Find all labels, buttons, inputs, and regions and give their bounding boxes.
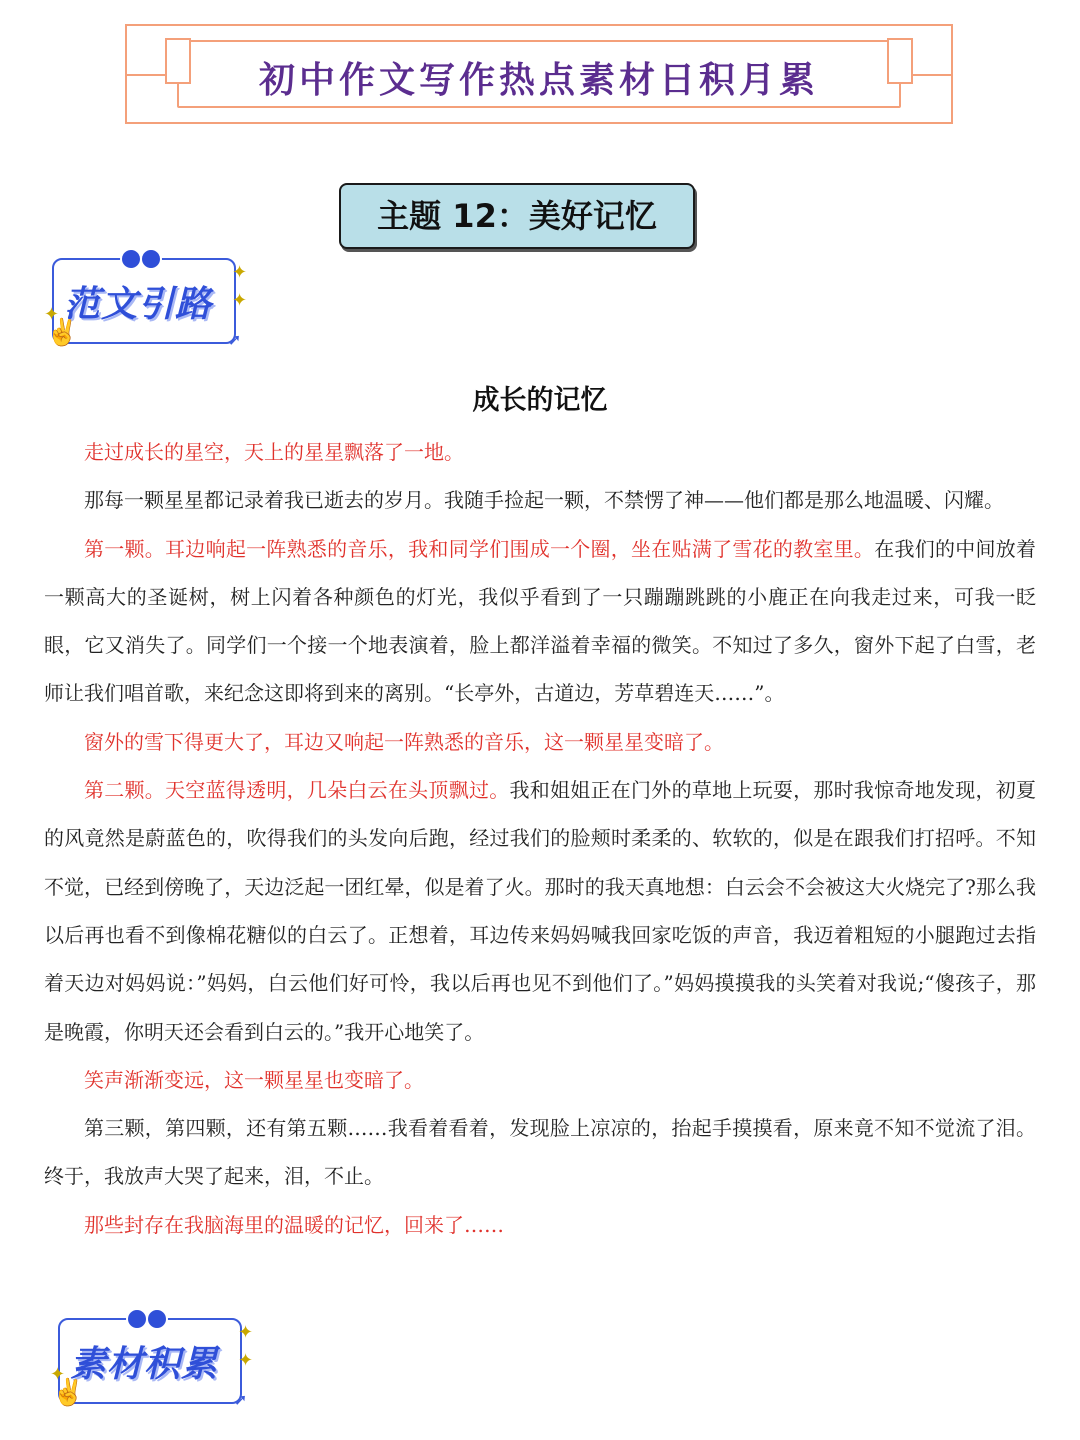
eye-icon — [120, 248, 142, 270]
header-title: 初中作文写作热点素材日积月累 — [258, 60, 819, 101]
essay-paragraph — [44, 766, 1036, 1056]
sparkle-icon: ✦ — [232, 262, 248, 283]
essay-paragraph: 那些封存在我脑海里的温暖的记忆，回来了…… — [84, 1212, 504, 1237]
materials-badge — [52, 1306, 252, 1416]
essay-paragraph: 窗外的雪下得更大了，耳边又响起一阵熟悉的音乐，这一颗星星变暗了。 — [84, 729, 724, 754]
sparkle-icon: ✦ — [238, 1322, 254, 1343]
sparkle-icon: ✦ — [50, 1364, 66, 1385]
highlight-text: 第二颗。天空蓝得透明，几朵白云在头顶飘过。 — [84, 778, 510, 803]
badge-eyes-icon — [124, 1306, 168, 1328]
body-text: 我和姐姐正在门外的草地上玩耍，那时我惊奇地发现，初夏的风竟然是蔚蓝色的，吹得我们的头发向后跑，经过我们的脸颊时柔柔的、软软的，似是在跟我们打招呼。不知不觉，已经到傍晚了，天边泛起一团红晕，似是着了火。那时的我天真地想：白云会不会被这大火烧完了?那么我以后再也看不到像棉花糖似的白云了。正想着，耳边传来妈妈喊我回家吃饭的声音，我迈着粗短的小腿跑过去指着天边对妈妈说：”妈妈，白云他们好可怜，我以后再也见不到他们了。”妈妈摸摸我的头笑着对我说;“傻孩子，那是晚霞，你明天还会看到白云的。”我开心地笑了。 — [44, 778, 1037, 1044]
essay-paragraph — [44, 525, 1036, 718]
hand-icon: ✌ — [46, 318, 79, 348]
essay-paragraph: 笑声渐渐变远，这一颗星星也变暗了。 — [84, 1067, 424, 1092]
sparkle-icon: ✦ — [232, 290, 248, 311]
sparkle-icon: ✦ — [238, 1350, 254, 1371]
eye-icon — [140, 248, 162, 270]
eye-icon — [146, 1308, 168, 1330]
essay-title: 成长的记忆 — [472, 385, 608, 416]
sparkle-icon: ✦ — [44, 304, 60, 325]
eye-icon — [126, 1308, 148, 1330]
badge-eyes-icon — [118, 246, 162, 268]
cursor-icon: ➚ — [228, 330, 242, 349]
essay-body — [44, 428, 1036, 1249]
essay-paragraph: 第三颗，第四颗，还有第五颗……我看着看着，发现脸上凉凉的，抬起手摸摸看，原来竟不知不觉流了泪。终于，我放声大哭了起来，泪，不止。 — [44, 1116, 1036, 1189]
model-essay-badge — [46, 246, 246, 356]
topic-label: 主题 12：美好记忆 — [339, 183, 695, 249]
essay-paragraph: 那每一颗星星都记录着我已逝去的岁月。我随手捡起一颗，不禁愣了神——他们都是那么地温暖、闪耀。 — [84, 488, 1004, 513]
model-essay-label: 范文引路 — [64, 284, 213, 325]
essay-paragraph: 走过成长的星空，天上的星星飘落了一地。 — [84, 440, 464, 464]
materials-label: 素材积累 — [70, 1344, 219, 1385]
header-banner — [125, 24, 953, 124]
cursor-icon: ➚ — [234, 1390, 248, 1409]
body-text: 在我们的中间放着一颗高大的圣诞树，树上闪着各种颜色的灯光，我似乎看到了一只蹦蹦跳跳的小鹿正在向我走过来，可我一眨眼，它又消失了。同学们一个接一个地表演着，脸上都洋溢着幸福的微笑。不知过了多久，窗外下起了白雪，老师让我们唱首歌，来纪念这即将到来的离别。“长亭外，古道边，芳草碧连天……”。 — [44, 536, 1037, 706]
highlight-text: 第一颗。耳边响起一阵熟悉的音乐，我和同学们围成一个圈，坐在贴满了雪花的教室里。 — [84, 536, 875, 561]
hand-icon: ✌ — [52, 1378, 85, 1408]
